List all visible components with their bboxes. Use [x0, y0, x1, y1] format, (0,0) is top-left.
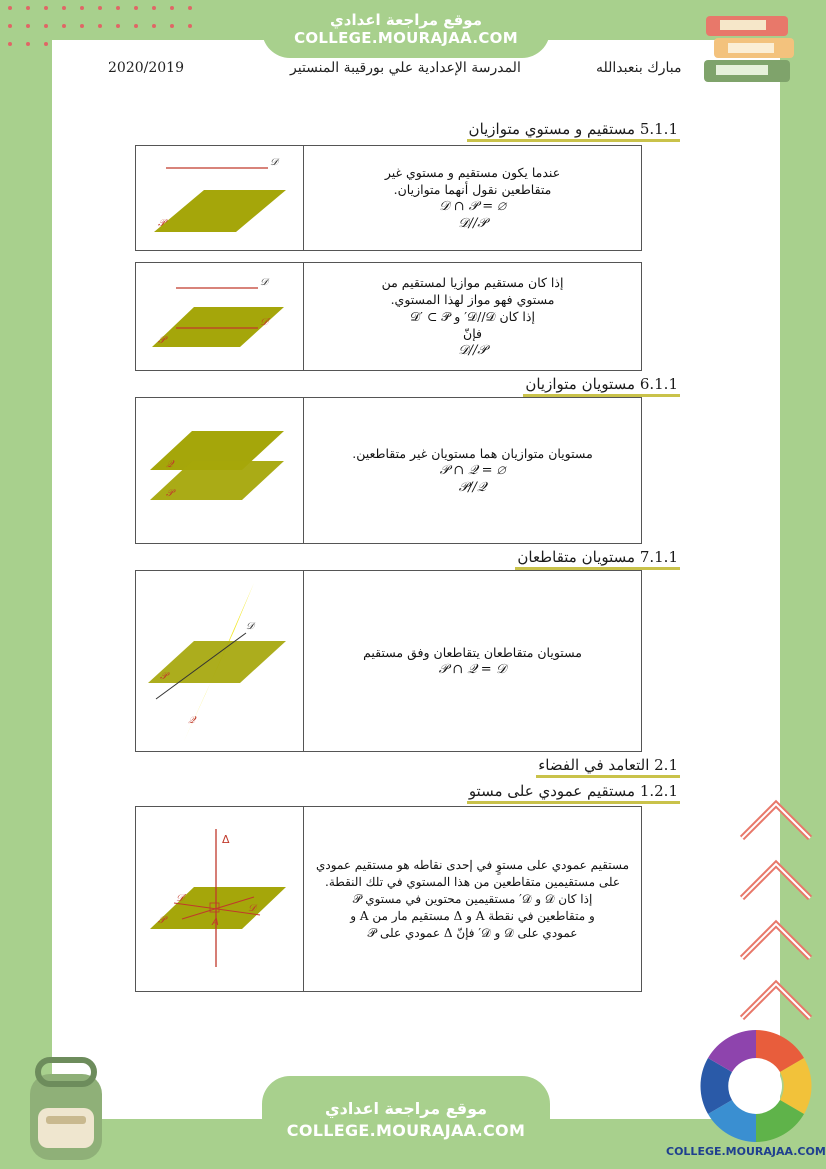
- decorative-dot: [98, 6, 102, 10]
- section-title: 6.1.1 مستويان متوازيان: [523, 375, 680, 397]
- text-line: إذا كان 𝒟//𝒟′ و 𝒟′ ⊂ 𝒫: [410, 309, 535, 324]
- section-title: 7.1.1 مستويان متقاطعان: [515, 548, 680, 570]
- decorative-dot: [188, 6, 192, 10]
- fig-label: 𝒟: [248, 903, 256, 914]
- decorative-dot: [44, 24, 48, 28]
- section-title: 5.1.1 مستقيم و مستوي متوازيان: [467, 120, 680, 142]
- decorative-dot: [80, 6, 84, 10]
- definition-box: [135, 397, 642, 544]
- text-line: على مستقيمين متقاطعين من هذا المستوي في تلك النقطة.: [325, 874, 620, 889]
- definition-text: [304, 263, 641, 370]
- decorative-dot: [116, 24, 120, 28]
- site-banner-top[interactable]: [262, 0, 550, 58]
- decorative-dot: [26, 24, 30, 28]
- books-icon: [700, 8, 810, 98]
- math-line: 𝒫//𝒬: [458, 480, 487, 495]
- fig-label: 𝒫: [160, 671, 168, 682]
- site-url: COLLEGE.MOURAJAA.COM: [294, 29, 518, 47]
- fig-label: A: [212, 917, 219, 928]
- decorative-dot: [98, 24, 102, 28]
- school-year: 2020/2019: [108, 60, 184, 76]
- decorative-dot: [44, 6, 48, 10]
- site-banner-bottom[interactable]: [262, 1076, 550, 1169]
- definition-box: [135, 262, 642, 371]
- text-line: مستقيم عمودي على مستوٍ في إحدى نقاطه هو مستقيم عمودي: [315, 857, 630, 872]
- school-name: المدرسة الإعدادية علي بورقيبة المنستير: [290, 60, 521, 76]
- decorative-dot: [44, 42, 48, 46]
- decorative-dot: [8, 42, 12, 46]
- decorative-dot: [26, 6, 30, 10]
- decorative-dot: [188, 24, 192, 28]
- figure-intersecting-planes: [136, 571, 304, 751]
- fig-label: 𝒫: [158, 915, 166, 926]
- decorative-dot: [62, 24, 66, 28]
- decorative-dot: [26, 42, 30, 46]
- text-line: مستويان متوازيان هما مستويان غير متقاطعين.: [352, 446, 593, 461]
- text-line: متقاطعين نقول أنهما متوازيان.: [393, 182, 552, 197]
- definition-text: [304, 571, 641, 751]
- math-line: 𝒟 ∩ 𝒫 = ∅: [439, 199, 506, 214]
- definition-box: [135, 806, 642, 992]
- fig-label: 𝒟: [246, 621, 254, 632]
- text-line: إذا كان 𝒟 و 𝒟′ مستقيمين محتوين في مستوي 𝒫: [352, 891, 593, 906]
- decorative-dot: [80, 24, 84, 28]
- math-line: 𝒟//𝒫: [458, 343, 487, 358]
- decorative-dot: [152, 6, 156, 10]
- fig-label: 𝒫: [158, 335, 166, 346]
- site-name: موقع مراجعة اعدادي: [330, 11, 482, 29]
- decorative-dot: [170, 24, 174, 28]
- definition-box: [135, 145, 642, 251]
- decorative-dot: [8, 24, 12, 28]
- fig-label: 𝒟: [270, 157, 278, 168]
- decorative-dot: [134, 24, 138, 28]
- fig-label: 𝒟′: [260, 317, 271, 328]
- definition-box: [135, 570, 642, 752]
- section-title: 1.2.1 مستقيم عمودي على مستو: [467, 782, 680, 804]
- math-line: 𝒫 ∩ 𝒬 = ∅: [439, 463, 506, 478]
- decorative-dot: [62, 6, 66, 10]
- decorative-dot: [134, 6, 138, 10]
- math-line: 𝒫 ∩ 𝒬 = 𝒟: [438, 662, 507, 677]
- figure-line-parallel-plane: [136, 146, 304, 250]
- site-name: موقع مراجعة اعدادي: [324, 1099, 488, 1118]
- fig-label: 𝒬: [166, 459, 174, 470]
- definition-text: [304, 807, 641, 991]
- text-line: إذا كان مستقيم موازيا لمستقيم من: [381, 275, 564, 290]
- decorative-dot: [170, 6, 174, 10]
- chevron-decoration-icon: [730, 790, 820, 1030]
- fig-label: 𝒫: [166, 488, 174, 499]
- decorative-dot: [8, 6, 12, 10]
- math-line: 𝒟//𝒫: [458, 216, 487, 231]
- definition-text: [304, 146, 641, 250]
- text-line: مستويان متقاطعان يتقاطعان وفق مستقيم: [363, 645, 582, 660]
- site-logo-text[interactable]: COLLEGE.MOURAJAA.COM: [666, 1145, 826, 1158]
- fig-label: 𝒫: [158, 218, 166, 229]
- decorative-dot: [116, 6, 120, 10]
- fig-label: 𝒟′: [176, 893, 187, 904]
- teacher-name: مبارك بنعبدالله: [596, 60, 682, 76]
- definition-text: [304, 398, 641, 543]
- decorative-dot: [152, 24, 156, 28]
- site-logo-icon: [694, 1026, 818, 1146]
- figure-line-perpendicular-plane: [136, 807, 304, 991]
- fig-label: 𝒬: [188, 715, 196, 726]
- figure-parallel-planes: [136, 398, 304, 543]
- figure-line-parallel-line-in-plane: [136, 263, 304, 370]
- text-line: عندما يكون مستقيم و مستوي غير: [384, 165, 561, 180]
- section-title: 2.1 التعامد في الفضاء: [536, 756, 680, 778]
- backpack-icon: [16, 1052, 116, 1164]
- text-line: و متقاطعين في نقطة A و Δ مستقيم مار من A و: [350, 908, 595, 923]
- text-line: فإنّ: [463, 326, 482, 341]
- text-line: عمودي على 𝒟 و 𝒟′ فإنّ Δ عمودي على 𝒫: [367, 925, 578, 940]
- fig-label: 𝒟: [260, 277, 268, 288]
- text-line: مستوي فهو مواز لهذا المستوي.: [390, 292, 555, 307]
- site-url: COLLEGE.MOURAJAA.COM: [286, 1121, 526, 1140]
- fig-label: Δ: [222, 833, 230, 846]
